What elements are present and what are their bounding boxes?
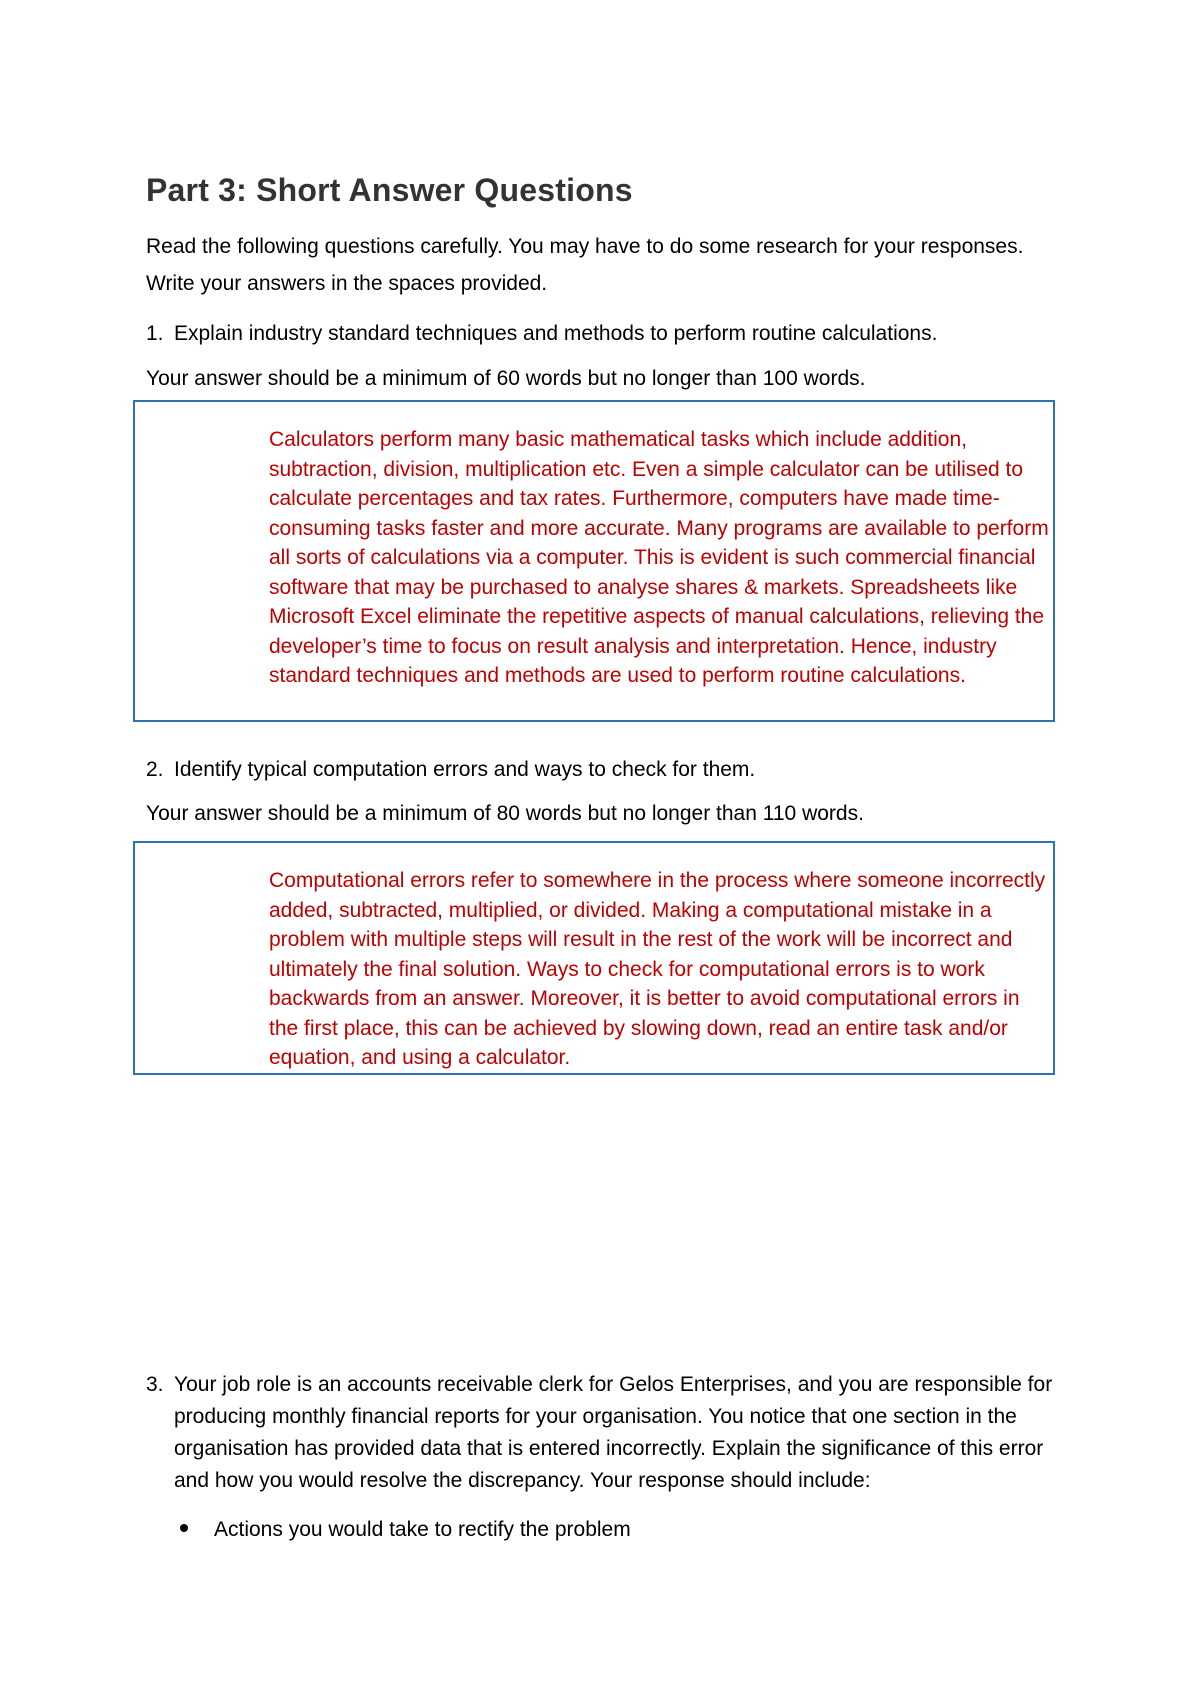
answer-1-text: Calculators perform many basic mathematical tasks which include addition, subtraction, division, multiplication etc. Even a simple calculator can be utilised to calculate percentages and tax rates. Furthermore, computers have made time-consuming tasks faster and more accurate. Many programs are available to perform all sorts of calculations via a computer. This is evident is such commercial financial software that may be purchased to analyse shares & markets. Spreadsheets like Microsoft Excel eliminate the repetitive aspects of manual calculations, relieving the developer’s time to focus on result analysis and interpretation. Hence, industry standard techniques and methods are used to perform routine calculations.	[269, 428, 1049, 687]
question-1	[146, 320, 1076, 348]
bullet-item	[180, 1514, 631, 1546]
question-1-requirement: Your answer should be a minimum of 60 words but no longer than 100 words.	[146, 367, 866, 390]
bullet-icon	[180, 1524, 188, 1532]
question-number: 2.	[146, 758, 164, 781]
answer-box-2[interactable]	[133, 841, 1055, 1075]
question-number: 1.	[146, 322, 164, 345]
page-title: Part 3: Short Answer Questions	[146, 172, 633, 208]
question-text: Your job role is an accounts receivable clerk for Gelos Enterprises, and you are responsible for producing monthly financial reports for your organisation. You notice that one section in the organisation has provided data that is entered incorrectly. Explain the significance of this error and how you would resolve the discrepancy. Your response should include:	[174, 1373, 1053, 1492]
question-2	[146, 756, 1076, 784]
answer-2-text: Computational errors refer to somewhere in the process where someone incorrectly added, subtracted, multiplied, or divided. Making a computational mistake in a problem with multiple steps will result in the rest of the work will be incorrect and ultimately the final solution. Ways to check for computational errors is to work backwards from an answer. Moreover, it is better to avoid computational errors in the first place, this can be achieved by slowing down, read an entire task and/or equation, and using a calculator.	[269, 869, 1046, 1069]
question-text: Identify typical computation errors and ways to check for them.	[174, 758, 756, 781]
answer-box-1[interactable]	[133, 400, 1055, 722]
intro-paragraph: Read the following questions carefully. You may have to do some research for your responses. Write your answers in the spaces provided.	[146, 235, 1024, 295]
question-number: 3.	[146, 1373, 164, 1396]
question-3	[146, 1369, 1076, 1497]
question-2-requirement: Your answer should be a minimum of 80 words but no longer than 110 words.	[146, 802, 864, 825]
question-text: Explain industry standard techniques and methods to perform routine calculations.	[174, 322, 938, 345]
bullet-text: Actions you would take to rectify the problem	[214, 1518, 631, 1541]
